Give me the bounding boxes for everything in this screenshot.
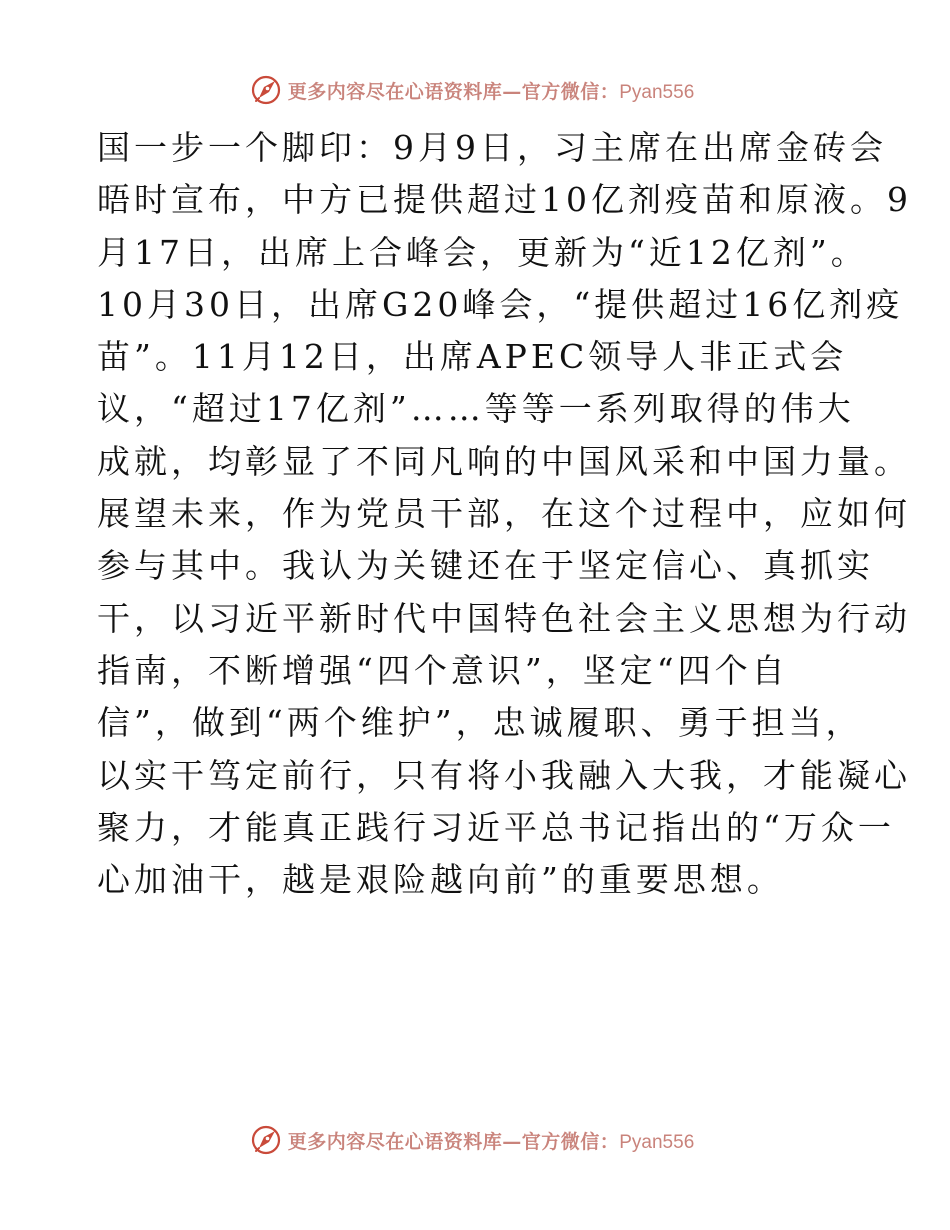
body-line: 信”，做到“两个维护”，忠诚履职、勇于担当，	[97, 703, 863, 743]
body-line: 以实干笃定前行，只有将小我融入大我，才能凝心	[97, 755, 911, 795]
footer-banner-content	[250, 1124, 695, 1156]
footer-banner-handle: Pyan556	[619, 1131, 695, 1153]
footer-banner	[0, 1120, 950, 1160]
body-line: 晤时宣布，中方已提供超过10亿剂疫苗和原液。9	[97, 180, 912, 220]
footer-banner-label: 更多内容尽在心语资料库—官方微信：	[287, 1130, 620, 1153]
footer-banner-text	[288, 1127, 695, 1154]
body-line: 国一步一个脚印：9月9日，习主席在出席金砖会	[97, 128, 887, 167]
body-line: 月17日，出席上合峰会，更新为“近12亿剂”。	[97, 232, 868, 272]
header-banner-label: 更多内容尽在心语资料库—官方微信：	[287, 80, 620, 103]
body-line: 展望未来，作为党员干部，在这个过程中，应如何	[97, 494, 911, 534]
body-line: 苗”。11月12日，出席APEC领导人非正式会	[97, 337, 848, 377]
body-line: 指南，不断增强“四个意识”，坚定“四个自	[97, 650, 789, 690]
header-banner-handle: Pyan556	[619, 81, 695, 103]
body-line: 聚力，才能真正践行习近平总书记指出的“万众一	[97, 807, 895, 847]
header-banner	[0, 70, 950, 110]
body-line: 成就，均彰显了不同凡响的中国风采和中国力量。	[97, 441, 911, 481]
pen-nib-logo-icon	[250, 74, 282, 106]
header-banner-text	[288, 77, 695, 104]
body-line: 干，以习近平新时代中国特色社会主义思想为行动	[97, 598, 911, 638]
header-banner-content	[250, 74, 695, 106]
body-line: 参与其中。我认为关键还在于坚定信心、真抓实	[97, 546, 874, 586]
body-line: 心加油干，越是艰险越向前”的重要思想。	[97, 860, 784, 900]
body-line: 议，“超过17亿剂”……等等一系列取得的伟大	[97, 389, 855, 429]
pen-nib-logo-icon	[250, 1124, 282, 1156]
document-body	[97, 122, 912, 906]
body-line: 10月30日，出席G20峰会，“提供超过16亿剂疫	[97, 284, 904, 324]
